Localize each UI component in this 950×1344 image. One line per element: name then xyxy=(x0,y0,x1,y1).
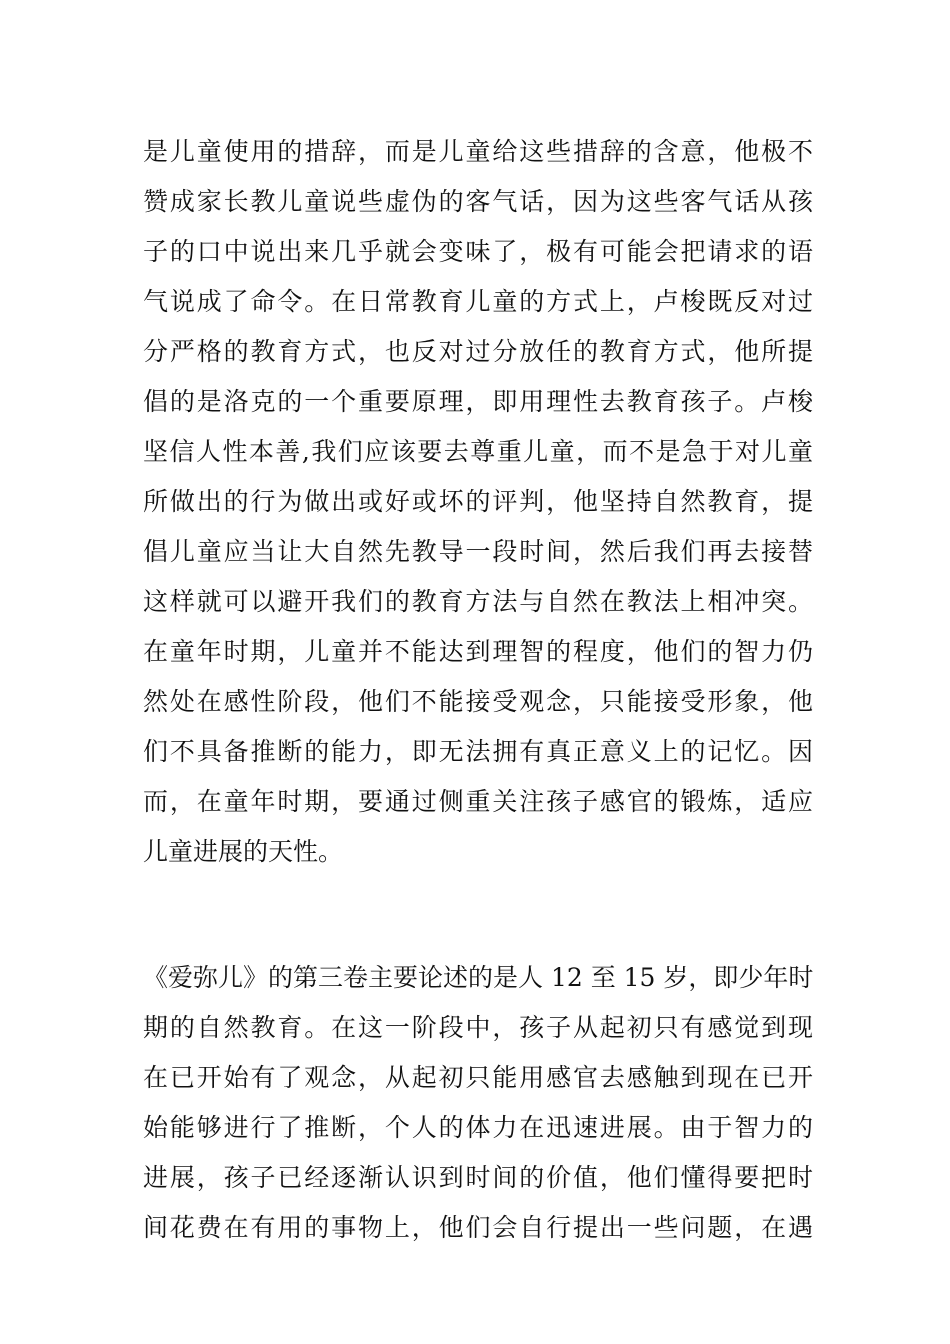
text-line: 然处在感性阶段，他们不能接受观念，只能接受形象，他 xyxy=(143,687,813,716)
text-line: 坚信人性本善,我们应该要去尊重儿童，而不是急于对儿童 xyxy=(143,437,813,466)
text-line: 而，在童年时期，要通过侧重关注孩子感官的锻炼，适应 xyxy=(143,787,813,816)
text-line: 是儿童使用的措辞，而是儿童给这些措辞的含意，他极不 xyxy=(143,137,813,166)
paragraph-2 xyxy=(143,953,813,1253)
text-line: 在已开始有了观念，从起初只能用感官去感触到现在已开 xyxy=(143,1063,813,1092)
text-line: 所做出的行为做出或好或坏的评判，他坚持自然教育，提 xyxy=(143,487,813,516)
text-line: 期的自然教育。在这一阶段中，孩子从起初只有感觉到现 xyxy=(143,1013,813,1042)
text-line: 间花费在有用的事物上，他们会自行提出一些问题，在遇 xyxy=(143,1213,813,1242)
text-line: 分严格的教育方式，也反对过分放任的教育方式，他所提 xyxy=(143,337,813,366)
text-line: 在童年时期，儿童并不能达到理智的程度，他们的智力仍 xyxy=(143,637,813,666)
paragraph-1 xyxy=(143,127,813,877)
text-line: 们不具备推断的能力，即无法拥有真正意义上的记忆。因 xyxy=(143,737,813,766)
text-line: 赞成家长教儿童说些虚伪的客气话，因为这些客气话从孩 xyxy=(143,187,813,216)
text-line: 子的口中说出来几乎就会变味了，极有可能会把请求的语 xyxy=(143,237,813,266)
text-line: 儿童进展的天性。 xyxy=(143,837,344,866)
text-line: 这样就可以避开我们的教育方法与自然在教法上相冲突。 xyxy=(143,587,813,616)
text-line: 进展，孩子已经逐渐认识到时间的价值，他们懂得要把时 xyxy=(143,1163,813,1192)
text-line: 气说成了命令。在日常教育儿童的方式上，卢梭既反对过 xyxy=(143,287,813,316)
text-line: 《爱弥儿》的第三卷主要论述的是人 12 至 15 岁，即少年时 xyxy=(143,963,814,992)
text-line: 始能够进行了推断，个人的体力在迅速进展。由于智力的 xyxy=(143,1113,813,1142)
text-line: 倡儿童应当让大自然先教导一段时间，然后我们再去接替 xyxy=(143,537,813,566)
text-line: 倡的是洛克的一个重要原理，即用理性去教育孩子。卢梭 xyxy=(143,387,813,416)
